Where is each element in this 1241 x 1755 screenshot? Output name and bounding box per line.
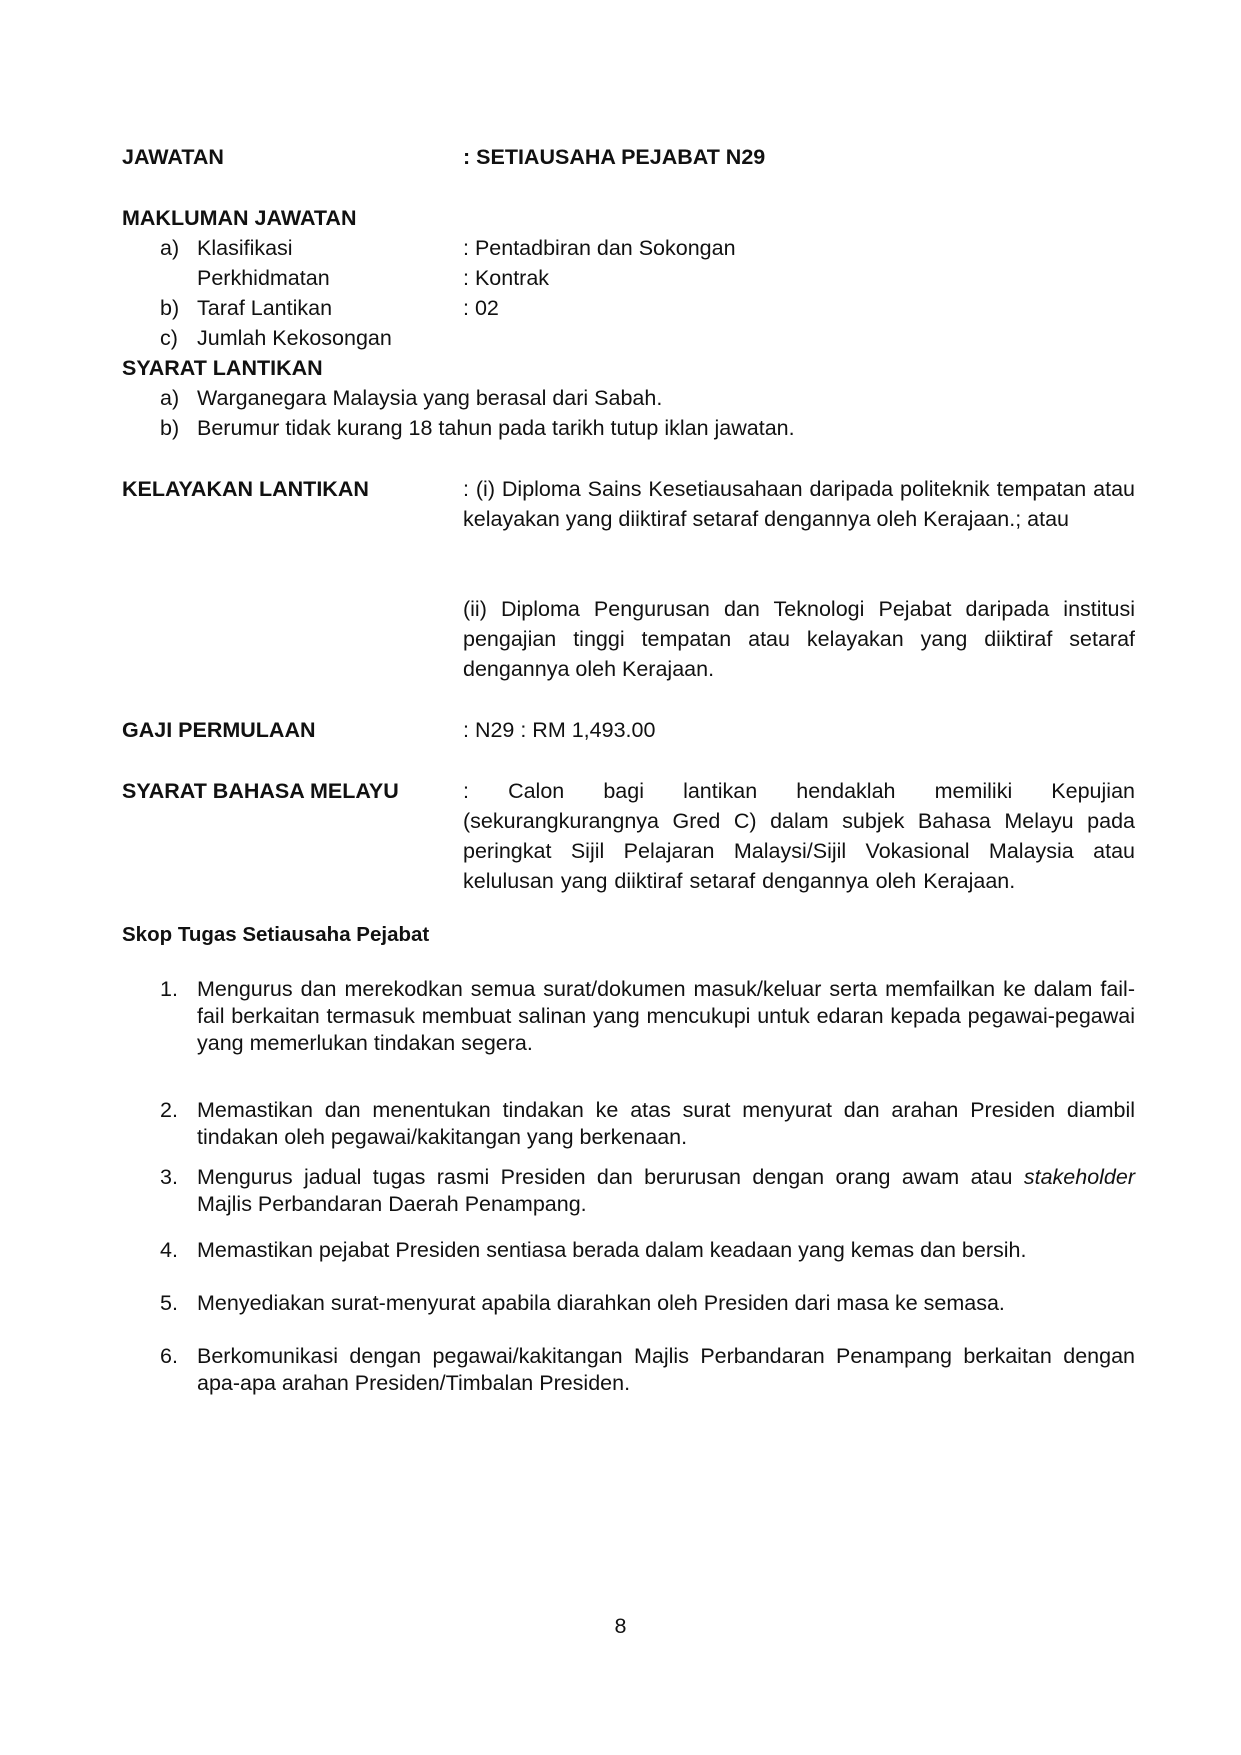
makluman-heading: MAKLUMAN JAWATAN <box>122 206 357 230</box>
makluman-value-taraf: : 02 <box>463 296 499 320</box>
bahasa-label: SYARAT BAHASA MELAYU <box>122 779 399 803</box>
makluman-letter-b: b) <box>160 296 180 320</box>
jawatan-label: JAWATAN <box>122 145 224 169</box>
syarat-item-b: Berumur tidak kurang 18 tahun pada tarikh tutup iklan jawatan. <box>197 416 795 440</box>
task-number: 1. <box>160 977 178 1001</box>
bahasa-value: : Calon bagi lantikan hendaklah memiliki Kepujian (sekurangkurangnya Gred C) dalam subjek Bahasa Melayu pada peringkat Sijil Pelajaran Malaysi/Sijil Vokasional Malaysia atau kelulusan yang diiktiraf setaraf dengannya oleh Kerajaan. <box>463 779 1135 893</box>
task-text-part: Majlis Perbandaran Daerah Penampang. <box>197 1192 587 1216</box>
task-item: Mengurus dan merekodkan semua surat/dokumen masuk/keluar serta memfailkan ke dalam fail-fail berkaitan termasuk membuat salinan yang mencukupi untuk edaran kepada pegawai-pegawai yang memerlukan tindakan segera. <box>197 977 1135 1055</box>
jawatan-value: : SETIAUSAHA PEJABAT N29 <box>463 145 766 169</box>
makluman-value-perkhidmatan: : Kontrak <box>463 266 550 290</box>
gaji-label: GAJI PERMULAAN <box>122 718 316 742</box>
makluman-value-klasifikasi: : Pentadbiran dan Sokongan <box>463 236 736 260</box>
syarat-letter-b: b) <box>160 416 180 440</box>
makluman-label-taraf: Taraf Lantikan <box>197 296 333 320</box>
syarat-letter-a: a) <box>160 386 180 410</box>
makluman-label-klasifikasi: Klasifikasi <box>197 236 293 260</box>
task-text-italic: stakeholder <box>1023 1165 1135 1189</box>
task-item: Menyediakan surat-menyurat apabila diarahkan oleh Presiden dari masa ke semasa. <box>197 1291 1005 1315</box>
makluman-label-jumlah: Jumlah Kekosongan <box>197 326 392 350</box>
makluman-letter-c: c) <box>160 326 178 350</box>
task-number: 4. <box>160 1238 178 1262</box>
task-number: 5. <box>160 1291 178 1315</box>
task-item <box>197 1164 1135 1218</box>
task-text-part: Mengurus jadual tugas rasmi Presiden dan berurusan dengan orang awam atau <box>197 1165 1024 1189</box>
kelayakan-option-1: : (i) Diploma Sains Kesetiausahaan daripada politeknik tempatan atau kelayakan yang diiktiraf setaraf dengannya oleh Kerajaan.; atau <box>463 477 1135 531</box>
kelayakan-option-2: (ii) Diploma Pengurusan dan Teknologi Pejabat daripada institusi pengajian tinggi tempatan atau kelayakan yang diiktiraf setaraf dengannya oleh Kerajaan. <box>463 597 1135 681</box>
gaji-value: : N29 : RM 1,493.00 <box>463 718 656 742</box>
syarat-lantikan-heading: SYARAT LANTIKAN <box>122 356 323 380</box>
task-number: 3. <box>160 1165 178 1189</box>
task-item: Memastikan dan menentukan tindakan ke atas surat menyurat dan arahan Presiden diambil tindakan oleh pegawai/kakitangan yang berkenaan. <box>197 1098 1135 1149</box>
makluman-letter-a: a) <box>160 236 180 260</box>
page-number: 8 <box>614 1614 627 1638</box>
task-item: Berkomunikasi dengan pegawai/kakitangan Majlis Perbandaran Penampang berkaitan dengan apa-apa arahan Presiden/Timbalan Presiden. <box>197 1344 1135 1395</box>
syarat-item-a: Warganegara Malaysia yang berasal dari Sabah. <box>197 386 663 410</box>
kelayakan-label: KELAYAKAN LANTIKAN <box>122 477 369 501</box>
task-item: Memastikan pejabat Presiden sentiasa berada dalam keadaan yang kemas dan bersih. <box>197 1238 1027 1262</box>
task-number: 2. <box>160 1098 178 1122</box>
task-number: 6. <box>160 1344 178 1368</box>
skop-heading: Skop Tugas Setiausaha Pejabat <box>122 923 430 946</box>
makluman-label-perkhidmatan: Perkhidmatan <box>197 266 330 290</box>
